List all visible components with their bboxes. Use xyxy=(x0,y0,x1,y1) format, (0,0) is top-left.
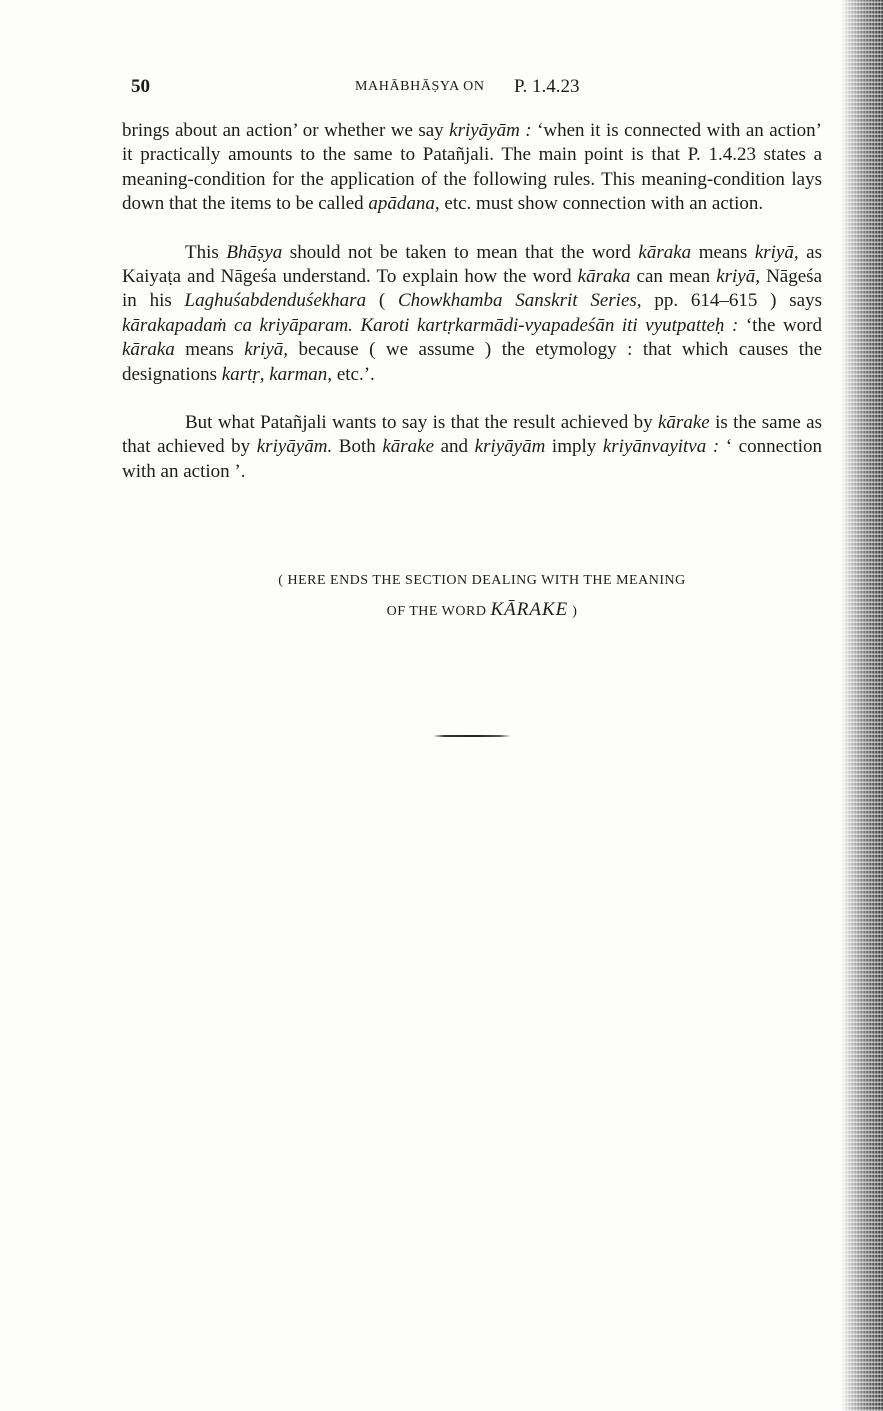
sanskrit-term: kārake xyxy=(382,436,435,458)
text-run: etc. must show connection with an action. xyxy=(439,193,764,215)
sanskrit-term: kartṛ, karman, xyxy=(221,363,333,385)
sanskrit-term: kriyāyām. xyxy=(256,436,333,458)
section-end-line-1: ( HERE ENDS THE SECTION DEALING WITH THE MEANING xyxy=(278,573,686,588)
sanskrit-term: kriyā, xyxy=(716,266,760,288)
section-end-line-2 xyxy=(122,595,842,626)
paragraph-gap xyxy=(122,387,822,411)
sanskrit-term: kriyā, xyxy=(754,241,799,263)
sanskrit-term: kāraka xyxy=(638,241,692,263)
section-end-note xyxy=(122,566,842,626)
text-run: Both xyxy=(332,436,383,458)
rule-reference: P. 1.4.23 xyxy=(514,76,580,97)
sanskrit-term: apādana, xyxy=(368,193,440,215)
scanned-page-edge xyxy=(841,0,883,1411)
text-run: ‘when it is connected with an action’ it practically amounts to the same to Patañjali. The main point is that P. 1.4.23 states a meaning-condition for the application of the following rules. This meaning-condition lays down that the items to be called xyxy=(122,120,822,215)
text-run: pp. 614–615 ) says xyxy=(641,290,822,312)
sanskrit-term: kāraka xyxy=(577,266,631,288)
book-title: Laghuśabdenduśekhara xyxy=(184,290,367,312)
text-run: means xyxy=(691,241,755,263)
sanskrit-term: kriyānvayitva : xyxy=(602,436,720,458)
text-run: Nāgeśa in his xyxy=(122,266,822,312)
sanskrit-term: Bhāṣya xyxy=(226,241,283,263)
running-title: MAHĀBHĀṢYA ON xyxy=(355,79,485,94)
sanskrit-term: kriyāyām : xyxy=(449,120,532,141)
sanskrit-term: kārake xyxy=(658,412,710,434)
text-run: OF THE WORD xyxy=(386,604,491,619)
sanskrit-term: kāraka xyxy=(122,339,175,361)
sanskrit-term: KĀRAKE xyxy=(490,599,569,620)
text-run: etc.’. xyxy=(332,363,375,385)
text-run: can mean xyxy=(630,266,717,288)
text-run: imply xyxy=(545,436,603,458)
page-number: 50 xyxy=(131,76,150,97)
paragraph-gap xyxy=(122,217,822,241)
sanskrit-term: kriyā, xyxy=(244,339,289,361)
text-run: But what Patañjali wants to say is that the result achieved by xyxy=(185,412,658,434)
paragraph-1 xyxy=(122,119,822,217)
paragraph-3 xyxy=(122,411,822,484)
series-title: Chowkhamba Sanskrit Series, xyxy=(398,290,642,312)
text-run: ‘ connection with an action ’. xyxy=(122,436,823,482)
text-run: because ( we assume ) the etymology : that which causes the designations xyxy=(122,339,822,385)
sanskrit-quote: kārakapadaṁ ca kriyāparam. Karoti kartṛkarmādi-vyapadeśān iti vyutpatteḥ : xyxy=(122,314,739,336)
text-run: ‘the word xyxy=(738,314,822,336)
end-ornament-rule xyxy=(433,735,511,737)
text-run: ) xyxy=(568,604,578,619)
text-run: ( xyxy=(366,290,398,312)
text-run: as Kaiyaṭa and Nāgeśa understand. To explain how the word xyxy=(122,241,822,288)
text-run: This xyxy=(185,241,227,263)
body-text xyxy=(122,119,822,484)
text-run: means xyxy=(174,339,245,361)
paragraph-2 xyxy=(122,241,822,387)
text-run: is the same as that achieved by xyxy=(122,412,822,458)
text-run: brings about an action’ or whether we say xyxy=(122,120,450,141)
text-run: and xyxy=(434,436,475,458)
running-header xyxy=(131,76,601,100)
text-run: should not be taken to mean that the word xyxy=(282,241,639,263)
sanskrit-term: kriyāyām xyxy=(474,436,546,458)
